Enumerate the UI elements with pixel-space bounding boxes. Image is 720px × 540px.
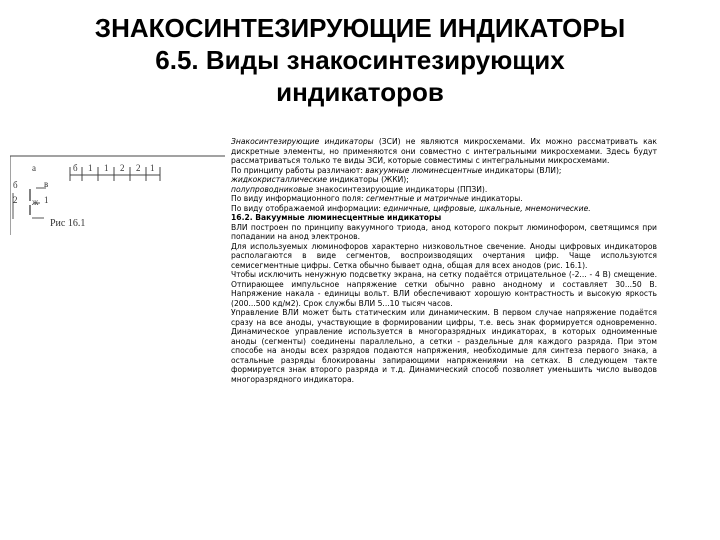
paragraph-lcd (231, 175, 657, 185)
pin-label-1: б (73, 163, 78, 173)
label-2: 2 (13, 195, 18, 205)
pin-label-2: 1 (88, 163, 93, 173)
body-text (231, 137, 657, 384)
paragraph-classification (231, 166, 657, 176)
label-a: а (32, 163, 36, 173)
paragraph-bias: Чтобы исключить ненужную подсветку экрана, на сетку подаётся отрицательное (-2... - 4 В) смещение. Отпирающее импульсное напряжение сетки обычно равно анодному и составляет 30...50 В. Напряжение накала - единицы вольт. ВЛИ обеспечивают хорошую контрастность и высокую яркость (200...500 кд/м2). Срок службы ВЛИ 5...10 тысяч часов. (231, 270, 657, 308)
label-v: в (44, 179, 49, 189)
term-info-types: единичные, цифровые, шкальные, мнемонические. (383, 203, 591, 213)
info-type-lead: По виду отображаемой информации: (231, 203, 384, 213)
term-lcd: жидкокристаллические (231, 175, 328, 184)
label-zh: ж (32, 197, 39, 207)
term-zsi: Знакосинтезирующие индикаторы (231, 137, 374, 146)
paragraph-info-type (231, 204, 657, 214)
semiconductor-text: знакосинтезирующие индикаторы (ППЗИ). (313, 184, 488, 194)
paragraph-semiconductor (231, 185, 657, 195)
term-segment-matrix: сегментные и матричные (365, 194, 469, 203)
intro-text: (ЗСИ) не являются микросхемами. Их можно рассматривать как дискретные элементы, но применяются они совместно с интегральными микросхемами. Здесь будут рассматриваться только те виды ЗСИ, которые совместимы с интегральными микросхемами. (231, 137, 657, 165)
term-vli: вакуумные люминесцентные (365, 165, 483, 175)
term-semiconductor: полупроводниковые (231, 184, 314, 194)
pin-label-6: 1 (150, 163, 155, 173)
title-line-1: ЗНАКОСИНТЕЗИРУЮЩИЕ ИНДИКАТОРЫ (94, 13, 626, 43)
paragraph-vli-principle: ВЛИ построен по принципу вакуумного триода, анод которого покрыт люминофором, светящимся при попадании на анод электронов. (231, 222, 657, 241)
field-type-lead: По виду информационного поля: (231, 194, 366, 203)
pin-label-4: 2 (120, 163, 125, 173)
section-heading: 16.2. Вакуумные люминесцентные индикаторы (231, 213, 442, 222)
classification-tail: индикаторы (ВЛИ); (482, 165, 562, 175)
figure-caption: Рис 16.1 (50, 218, 86, 229)
segment-indicator-figure (10, 153, 225, 235)
title-line-3: индикаторов (276, 77, 444, 107)
paragraph-phosphors: Для используемых люминофоров характерно низковольтное свечение. Аноды цифровых индикаторов располагаются в виде сегментов, воспроизводящих очертания цифр. Чаще используются семисегментные цифры. Сетка обычно бывает одна, общая для всех анодов (рис. 16.1). (231, 241, 657, 270)
field-type-tail: индикаторы. (468, 194, 523, 203)
pin-label-5: 2 (136, 163, 141, 173)
pin-label-3: 1 (104, 163, 109, 173)
paragraph-intro (231, 137, 657, 166)
lcd-text: индикаторы (ЖКИ); (327, 175, 409, 184)
slide-title (0, 12, 720, 108)
segment-diagram (10, 153, 225, 235)
label-6: б (13, 180, 18, 190)
title-line-2: 6.5. Виды знакосинтезирующих (155, 45, 565, 75)
paragraph-control: Управление ВЛИ может быть статическим или динамическим. В первом случае напряжение подаётся сразу на все аноды, участвующие в формировании цифры, т.е. весь знак формируется одновременно. Динамическое управление используется в многоразрядных индикаторах, в которых одноименные аноды (сегменты) соединены параллельно, а сетки - раздельные для каждого разряда. При этом способе на аноды всех разрядов подаются напряжения, необходимые для синтеза первого знака, а остальные разряды блокированы запирающими напряжениями на сетках. В следующем такте формируется знак второго разряда и т.д. Динамический способ позволяет уменьшить число выводов многоразрядного индикатора. (231, 308, 657, 384)
label-1: 1 (44, 195, 49, 205)
classification-lead: По принципу работы различают: (231, 165, 366, 175)
paragraph-field-type (231, 194, 657, 204)
